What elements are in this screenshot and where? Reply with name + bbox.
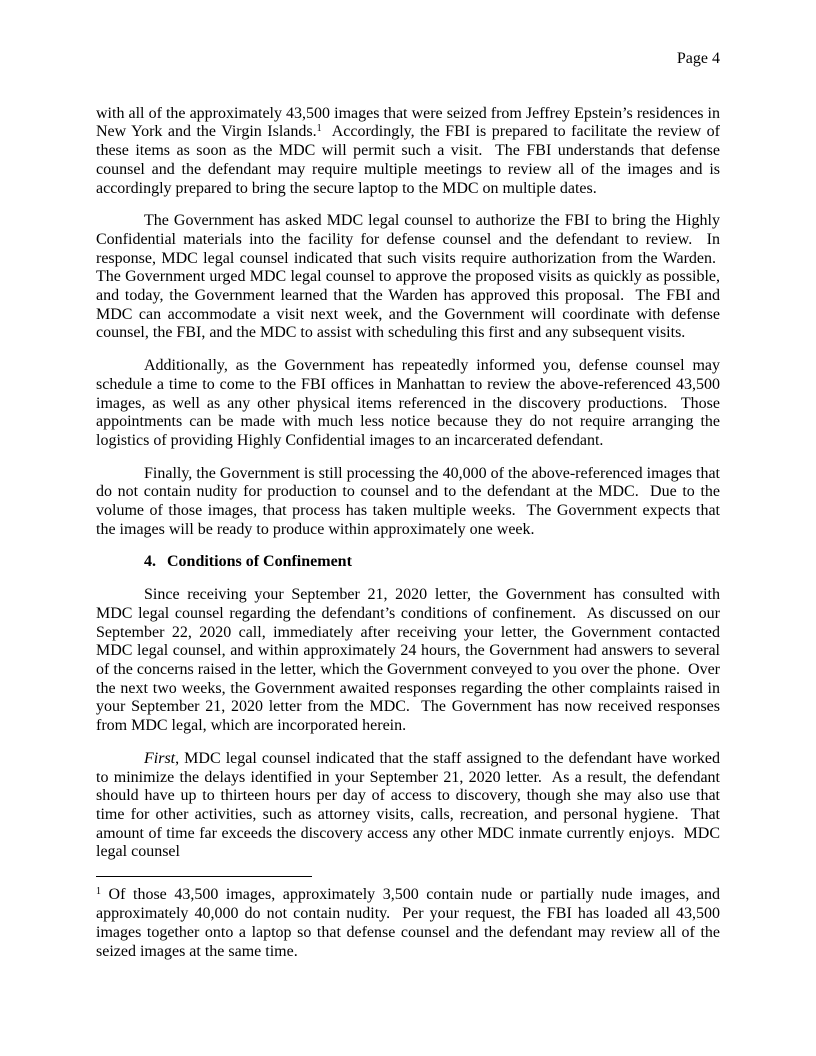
paragraph-6 [96, 750, 720, 862]
footnote-1 [96, 886, 720, 962]
paragraph-1-text-continued: Accordingly, the FBI is prepared to facilitate the review of these items as soon as the MDC will permit such a visit. The FBI understands that defense counsel and the defendant may require multiple meetings to review all of the images and is accordingly prepared to bring the secure laptop to the MDC on multiple dates. [96, 123, 720, 197]
footnote-ref-1: 1 [316, 123, 322, 135]
paragraph-3: Additionally, as the Government has repeatedly informed you, defense counsel may schedule a time to come to the FBI offices in Manhattan to review the above-referenced 43,500 images, as well as any other physical items referenced in the discovery productions. Those appointments can be made with much less notice because they do not require arranging the logistics of providing Highly Confidential images to an incarcerated defendant. [96, 357, 720, 449]
section-title: Conditions of Confinement [167, 553, 352, 571]
footnote-text: Of those 43,500 images, approximately 3,500 contain nude or partially nude images, and approximately 40,000 do not contain nudity. Per your request, the FBI has loaded all 43,500 images together onto a laptop so that defense counsel and the defendant may review all of the seized images at the same time. [96, 886, 720, 960]
paragraph-5: Since receiving your September 21, 2020 letter, the Government has consulted with MDC legal counsel regarding the defendant’s conditions of confinement. As discussed on our September 22, 2020 call, immediately after receiving your letter, the Government contacted MDC legal counsel, and within approximately 24 hours, the Government had answers to several of the concerns raised in the letter, which the Government conveyed to you over the phone. Over the next two weeks, the Government awaited responses regarding the other complaints raised in your September 21, 2020 letter from the MDC. The Government has now received responses from MDC legal, which are incorporated herein. [96, 586, 720, 735]
paragraph-2: The Government has asked MDC legal counsel to authorize the FBI to bring the Highly Confidential materials into the facility for defense counsel and the defendant to review. In response, MDC legal counsel indicated that such visits require authorization from the Warden. The Government urged MDC legal counsel to approve the proposed visits as quickly as possible, and today, the Government learned that the Warden has approved this proposal. The FBI and MDC can accommodate a visit next week, and the Government will coordinate with defense counsel, the FBI, and the MDC to assist with scheduling this first and any subsequent visits. [96, 212, 720, 342]
paragraph-1-text: with all of the approximately 43,500 images that were seized from Jeffrey Epstein’s residences in New York and the Virgin Islands. [96, 104, 720, 141]
section-number: 4. [144, 553, 156, 571]
section-heading-conditions-of-confinement [96, 553, 720, 572]
paragraph-4: Finally, the Government is still processing the 40,000 of the above-referenced images that do not contain nudity for production to counsel and to the defendant at the MDC. Due to the volume of those images, that process has taken multiple weeks. The Government expects that the images will be ready to produce within approximately one week. [96, 464, 720, 538]
paragraph-6-text: , MDC legal counsel indicated that the staff assigned to the defendant have worked to minimize the delays identified in your September 21, 2020 letter. As a result, the defendant should have up to thirteen hours per day of access to discovery, though she may also use that time for other activities, such as attorney visits, calls, recreation, and personal hygiene. That amount of time far exceeds the discovery access any other MDC inmate currently enjoys. MDC legal counsel [96, 749, 720, 861]
paragraph-6-lead-italic: First [144, 749, 176, 767]
page-header [96, 50, 720, 69]
footnote-separator-rule [96, 876, 312, 877]
footnote-marker: 1 [96, 886, 101, 898]
paragraph-1 [96, 105, 720, 199]
page-number: Page 4 [676, 50, 720, 67]
document-body [96, 105, 720, 862]
